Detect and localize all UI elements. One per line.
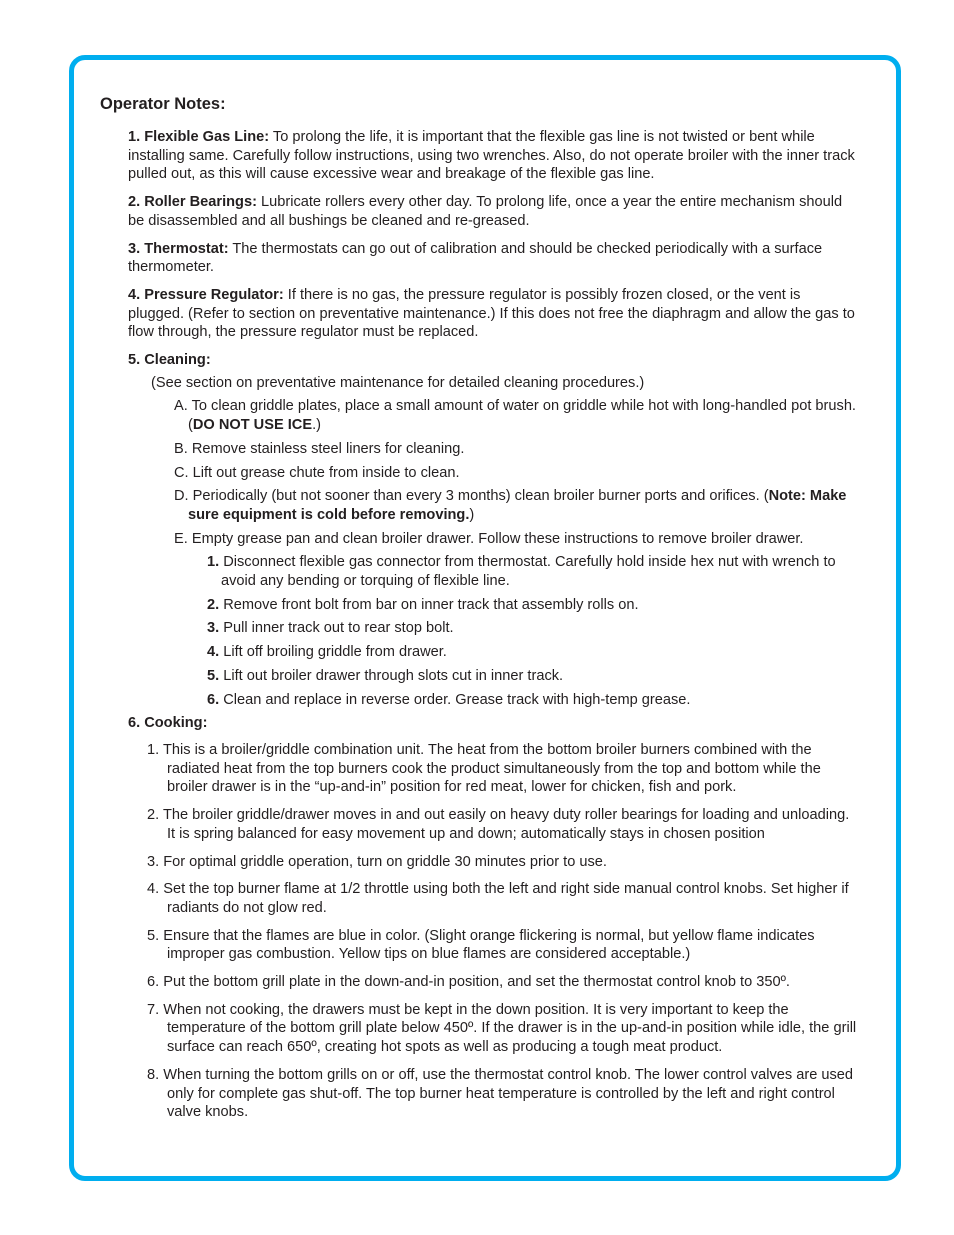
item-bold-text: Note: Make sure equipment is cold before removing.: [188, 488, 847, 523]
step-text: Lift out broiler drawer through slots cut in inner track.: [219, 667, 564, 684]
cooking-item-6: 6. Put the bottom grill plate in the down-and-in position, and set the thermostat control knob to 350º.: [147, 974, 790, 991]
cleaning-item-b: B. Remove stainless steel liners for cleaning.: [174, 440, 465, 457]
note-flexible-gas-line: [128, 128, 858, 184]
cooking-heading: 6. Cooking:: [128, 715, 208, 732]
note-thermostat: [128, 240, 858, 277]
cleaning-heading: 5. Cleaning:: [128, 352, 211, 369]
cooking-item-3: 3. For optimal griddle operation, turn on griddle 30 minutes prior to use.: [147, 853, 607, 870]
note-label: 4. Pressure Regulator:: [128, 286, 284, 303]
step-number: 6.: [207, 691, 220, 708]
step-number: 3.: [207, 620, 220, 637]
step-number: 1.: [207, 554, 220, 571]
drawer-step-5: [207, 667, 858, 686]
drawer-step-4: [207, 643, 858, 662]
drawer-step-6: [207, 691, 858, 710]
item-text: D. Periodically (but not sooner than every 3 months) clean broiler burner ports and orifices. (: [174, 488, 769, 505]
cleaning-intro: (See section on preventative maintenance for detailed cleaning procedures.): [151, 374, 645, 391]
note-label: 3. Thermostat:: [128, 240, 229, 257]
step-number: 2.: [207, 596, 220, 613]
cooking-item-2: 2. The broiler griddle/drawer moves in and out easily on heavy duty roller bearings for loading and unloading. It is spring balanced for easy movement up and down; automatically stays in chosen position: [147, 807, 850, 842]
note-label: 1. Flexible Gas Line:: [128, 129, 270, 145]
note-text: To prolong the life, it is important that the flexible gas line is not twisted or bent while installing same. Carefully follow instructions, using two wrenches. Also, do not operate broiler with the inner track pulled out, as this will cause excessive wear and breakage of the flexible gas line.: [128, 129, 855, 183]
note-roller-bearings: [128, 193, 858, 230]
item-text-end: ): [469, 506, 475, 523]
cooking-item-4: 4. Set the top burner flame at 1/2 throttle using both the left and right side manual control knobs. Set higher if radiants do not glow red.: [147, 881, 849, 916]
note-pressure-regulator: [128, 286, 858, 342]
note-text: The thermostats can go out of calibration and should be checked periodically with a surface thermometer.: [128, 240, 823, 276]
page-title: Operator Notes:: [100, 95, 226, 113]
note-text: If there is no gas, the pressure regulator is possibly frozen closed, or the vent is plugged. (Refer to section on preventative maintenance.) If this does not free the diaphragm and allow the gas to flow through, the pressure regulator must be replaced.: [128, 286, 855, 341]
cleaning-item-d: [174, 487, 858, 524]
notes-body: [128, 128, 858, 1131]
step-text: Clean and replace in reverse order. Grease track with high-temp grease.: [219, 691, 691, 708]
drawer-step-1: [207, 553, 858, 590]
cooking-item-8: 8. When turning the bottom grills on or off, use the thermostat control knob. The lower control valves are used only for complete gas shut-off. The top burner heat temperature is controlled by the left and right control valve knobs.: [147, 1066, 854, 1121]
step-text: Disconnect flexible gas connector from thermostat. Carefully hold inside hex nut with wrench to avoid any bending or torquing of flexible line.: [219, 554, 836, 590]
step-text: Lift off broiling griddle from drawer.: [219, 644, 447, 661]
cooking-item-7: 7. When not cooking, the drawers must be kept in the down position. It is very important to keep the temperature of the bottom grill plate below 450º. If the drawer is in the up-and-in position while idle, the grill surface can reach 650º, creating hot spots as well as producing a tough meat product.: [147, 1001, 857, 1056]
item-text-end: .): [312, 417, 321, 434]
note-text: Lubricate rollers every other day. To prolong life, once a year the entire mechanism should be disassembled and all bushings be cleaned and re-greased.: [128, 194, 843, 229]
cooking-item-1: 1. This is a broiler/griddle combination unit. The heat from the bottom broiler burners combined with the radiated heat from the top burners cook the product simultaneously from the top and bottom while the broiler drawer is in the “up-and-in” position for red meat, lower for chicken, fish and pork.: [147, 741, 821, 796]
cooking-item-5: 5. Ensure that the flames are blue in color. (Slight orange flickering is normal, but yellow flame indicates improper gas combustion. Yellow tips on blue flames are considered acceptable.): [147, 927, 815, 963]
step-text: Remove front bolt from bar on inner track that assembly rolls on.: [219, 596, 639, 613]
note-label: 2. Roller Bearings:: [128, 194, 257, 211]
step-number: 5.: [207, 667, 220, 684]
step-number: 4.: [207, 644, 220, 661]
drawer-step-3: [207, 619, 858, 638]
cleaning-item-e: E. Empty grease pan and clean broiler drawer. Follow these instructions to remove broiler drawer.: [174, 530, 804, 547]
item-text: A. To clean griddle plates, place a small amount of water on griddle while hot with long-handled pot brush. (: [174, 398, 856, 434]
drawer-step-2: [207, 596, 858, 615]
cleaning-item-c: C. Lift out grease chute from inside to clean.: [174, 464, 460, 481]
cleaning-item-a: [174, 397, 858, 434]
item-bold-text: DO NOT USE ICE: [192, 417, 313, 434]
step-text: Pull inner track out to rear stop bolt.: [219, 620, 454, 637]
